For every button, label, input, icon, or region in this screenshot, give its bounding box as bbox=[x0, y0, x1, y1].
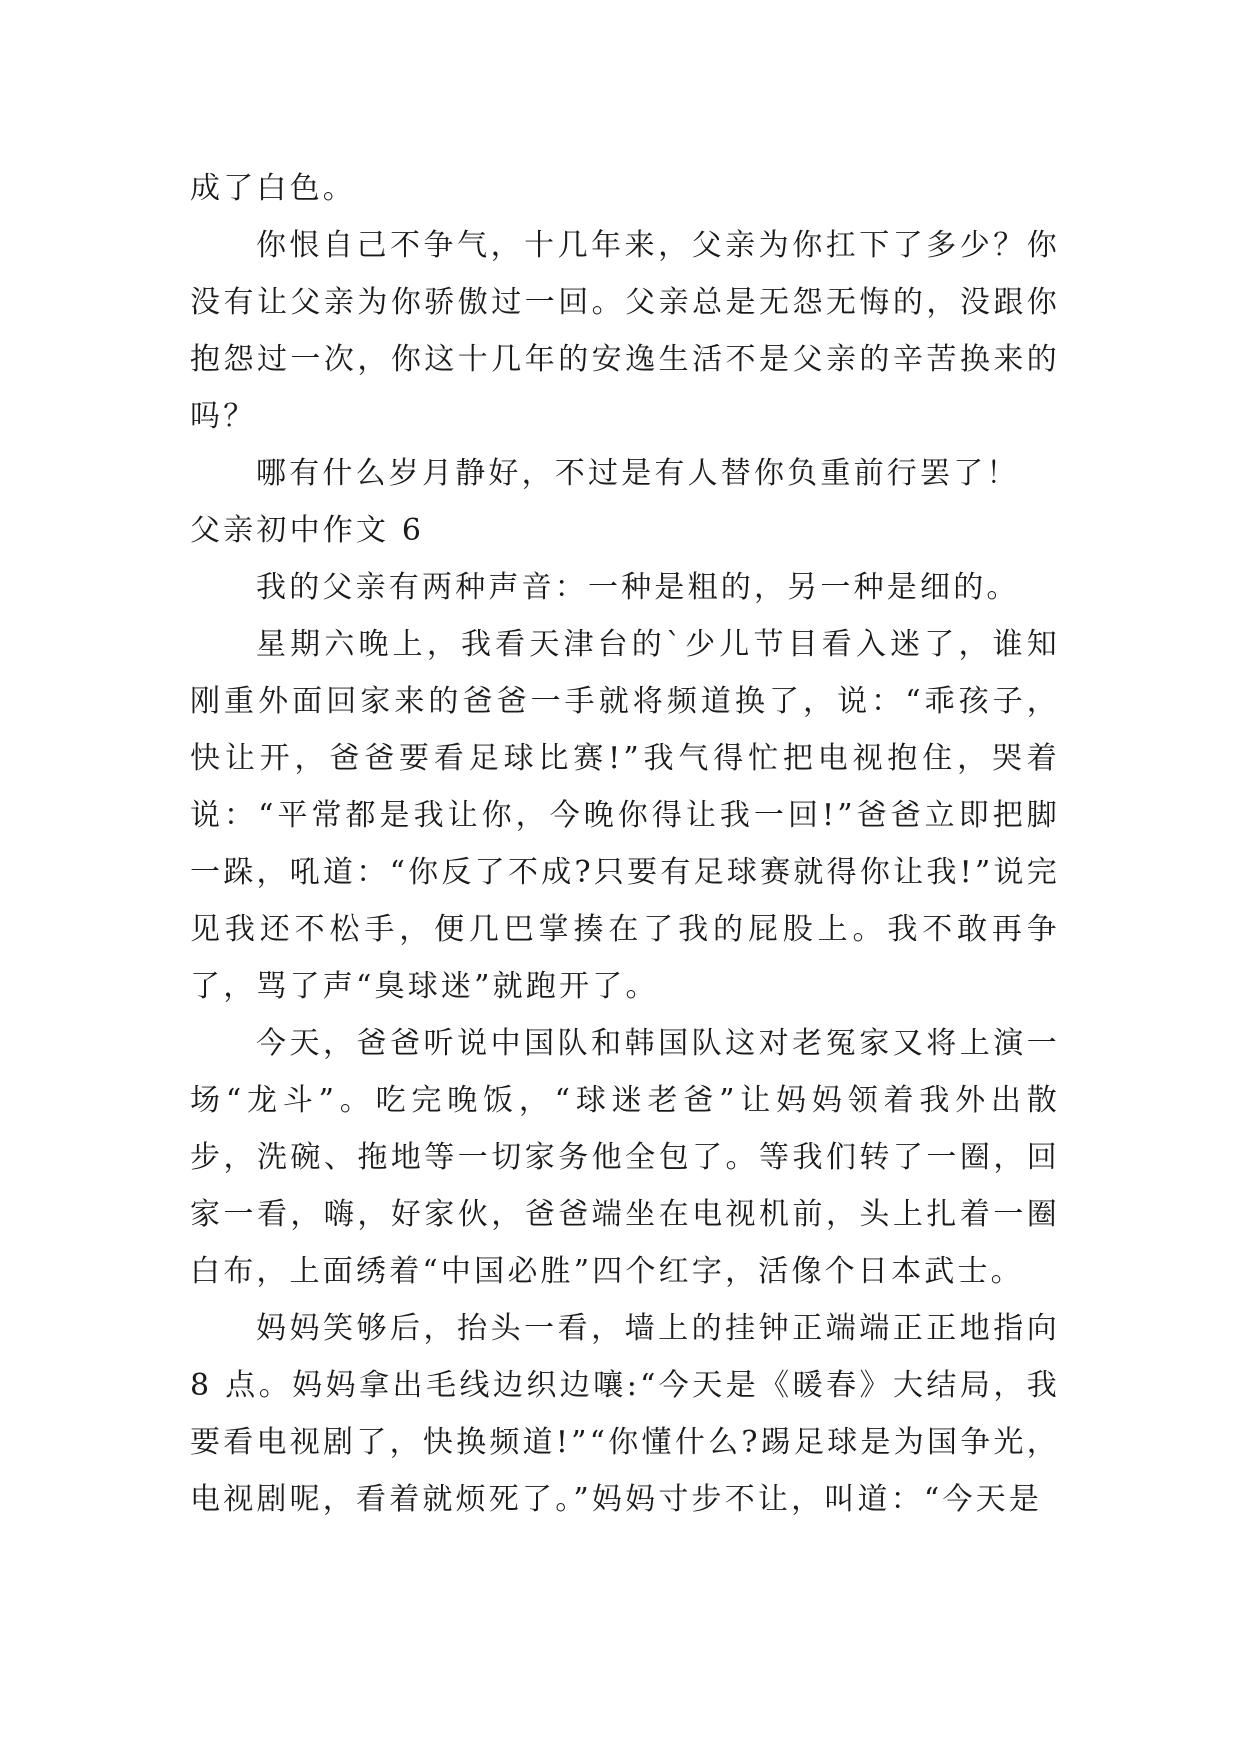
paragraph-3: 哪有什么岁月静好，不过是有人替你负重前行罢了！ bbox=[256, 456, 1020, 491]
paragraph-2: 你恨自己不争气，十几年来，父亲为你扛下了多少？你没有让父亲为你骄傲过一回。父亲总是无怨无悔的，没跟你抱怨过一次，你这十几年的安逸生活不是父亲的辛苦换来的吗？ bbox=[190, 228, 1060, 434]
section-heading: 父亲初中作文 6 bbox=[190, 513, 425, 548]
paragraph-7: 妈妈笑够后，抬头一看，墙上的挂钟正端端正正地指向 8 点。妈妈拿出毛线边织边嚷:“今天是《暖春》大结局，我要看电视剧了，快换频道!”“你懂什么?踢足球是为国争光，电视剧呢，看着就烦死了。”妈妈寸步不让，叫道：“今天是 bbox=[190, 1311, 1060, 1517]
paragraph-5: 星期六晚上，我看天津台的`少儿节目看入迷了，谁知刚重外面回家来的爸爸一手就将频道换了，说：“乖孩子，快让开，爸爸要看足球比赛!”我气得忙把电视抱住，哭着说：“平常都是我让你，今晚你得让我一回!”爸爸立即把脚一跺，吼道：“你反了不成?只要有足球赛就得你让我!”说完见我还不松手，便几巴掌揍在了我的屁股上。我不敢再争了，骂了声“臭球迷”就跑开了。 bbox=[190, 627, 1060, 1004]
paragraph-4: 我的父亲有两种声音：一种是粗的，另一种是细的。 bbox=[256, 570, 1020, 605]
paragraph-6: 今天，爸爸听说中国队和韩国队这对老冤家又将上演一场“龙斗”。吃完晚饭，“球迷老爸”让妈妈领着我外出散步，洗碗、拖地等一切家务他全包了。等我们转了一圈，回家一看，嗨，好家伙，爸爸端坐在电视机前，头上扎着一圈白布，上面绣着“中国必胜”四个红字，活像个日本武士。 bbox=[190, 1026, 1060, 1289]
document-page bbox=[190, 160, 1060, 1528]
paragraph-1: 成了白色。 bbox=[190, 171, 356, 206]
